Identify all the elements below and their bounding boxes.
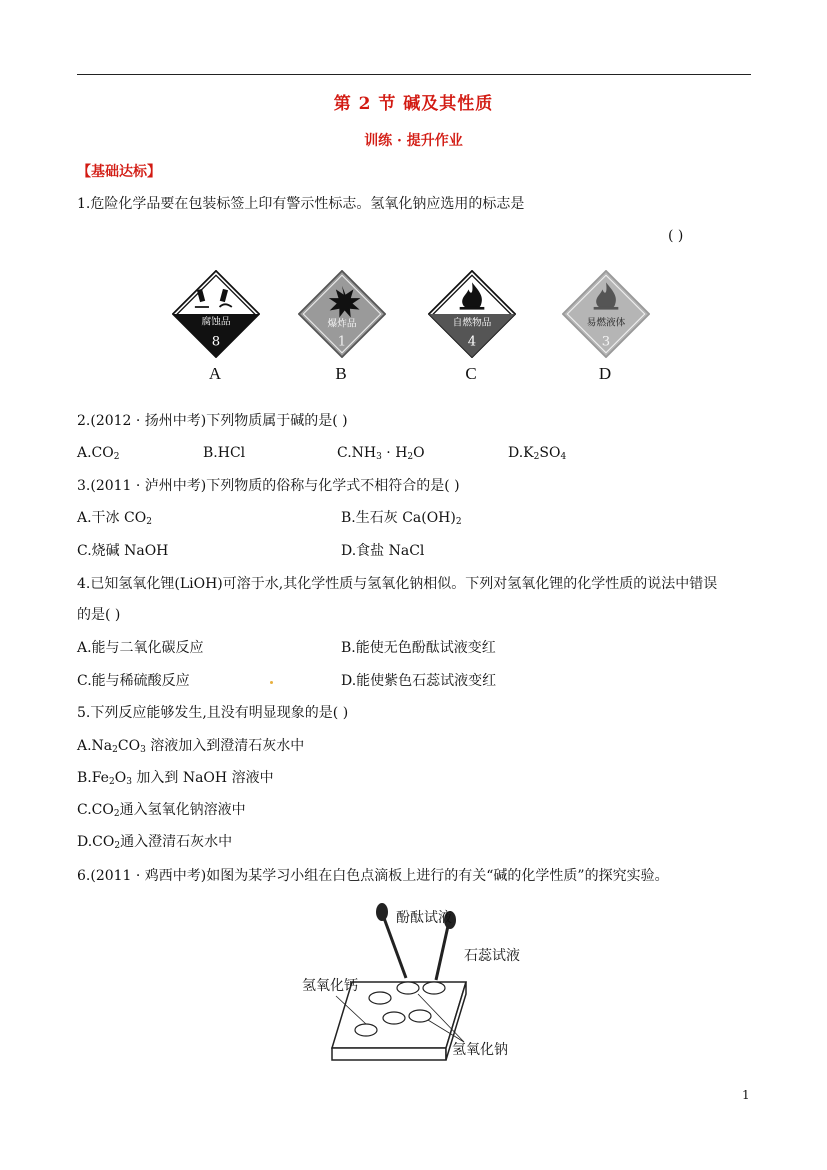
q5-option-b[interactable]: $B.Fe_2O_3$ 加入到 NaOH 溶液中	[77, 770, 274, 787]
q6-stem: 6.(2011 · 鸡西中考)如图为某学习小组在白色点滴板上进行的有关“碱的化学性质”的探究实验。	[77, 868, 669, 884]
svg-text:腐蚀品: 腐蚀品	[201, 316, 231, 328]
q4-option-b[interactable]: B.能使无色酚酞试液变红	[341, 640, 496, 656]
q2-option-a[interactable]: $A.CO_2$	[77, 445, 120, 462]
svg-text:3: 3	[601, 334, 611, 350]
q2-option-d[interactable]: $D.K_2SO_4$	[508, 445, 567, 462]
q5-option-a[interactable]: $A.Na_2CO_3$ 溶液加入到澄清石灰水中	[77, 738, 305, 755]
flame-icon	[562, 270, 650, 358]
sign-option-c[interactable]	[416, 262, 526, 387]
q5-stem: 5.下列反应能够发生,且没有明显现象的是( )	[77, 705, 349, 721]
q3-option-d[interactable]: D.食盐 NaCl	[341, 543, 425, 559]
corrosive-icon	[172, 270, 260, 358]
explosive-icon	[298, 270, 386, 358]
q5-option-c[interactable]: $C.CO_2$通入氢氧化钠溶液中	[77, 802, 246, 819]
svg-text:8: 8	[211, 334, 221, 350]
sign-option-label: A	[208, 364, 222, 383]
sign-option-a[interactable]	[160, 262, 270, 387]
label-sodium-hydroxide: 氢氧化钠	[452, 1042, 508, 1058]
sign-option-b[interactable]	[286, 262, 396, 387]
hazard-signs	[160, 262, 680, 392]
header-rule	[77, 74, 751, 75]
q4-option-c[interactable]: C.能与稀硫酸反应	[77, 673, 190, 689]
q3-option-b[interactable]: B.生石灰 $Ca(OH)_2$	[341, 510, 462, 527]
q1-stem: 1.危险化学品要在包装标签上印有警示性标志。氢氧化钠应选用的标志是	[77, 196, 525, 212]
svg-text:1: 1	[337, 334, 347, 350]
q3-stem: 3.(2011 · 泸州中考)下列物质的俗称与化学式不相符合的是( )	[77, 478, 460, 494]
sign-option-label: D	[598, 364, 612, 383]
svg-text:自燃物品: 自燃物品	[452, 317, 492, 329]
q4-stem: 4.已知氢氧化锂(LiOH)可溶于水,其化学性质与氢氧化钠相似。下列对氢氧化锂的化学性质的说法中错误	[77, 576, 718, 592]
q1-answer-paren: ( )	[668, 228, 684, 244]
q2-stem: 2.(2012 · 扬州中考)下列物质属于碱的是( )	[77, 413, 348, 429]
svg-text:爆炸品: 爆炸品	[327, 318, 357, 330]
q3-option-a[interactable]: A.干冰 $CO_2$	[77, 510, 152, 527]
label-phenolphthalein: 酚酞试液	[396, 910, 452, 926]
sign-option-label: B	[335, 364, 347, 383]
section-heading: 【基础达标】	[77, 164, 161, 180]
speck	[270, 681, 273, 684]
svg-text:4: 4	[467, 334, 477, 350]
page-title: 第 2 节 碱及其性质	[333, 94, 494, 114]
q2-option-b[interactable]: B.HCl	[203, 445, 246, 461]
page-subtitle: 训练 · 提升作业	[364, 133, 463, 149]
q4-option-a[interactable]: A.能与二氧化碳反应	[77, 640, 204, 656]
spot-plate-diagram	[296, 898, 536, 1068]
label-calcium-hydroxide: 氢氧化钙	[302, 978, 358, 994]
q2-option-c[interactable]: $C.NH_3 \cdot H_2O$	[337, 445, 425, 462]
q5-option-d[interactable]: $D.CO_2$通入澄清石灰水中	[77, 834, 233, 851]
q4-option-d[interactable]: D.能使紫色石蕊试液变红	[341, 673, 497, 689]
page-number: 1	[742, 1088, 750, 1102]
sign-option-d[interactable]	[550, 262, 660, 387]
flame-icon	[428, 270, 516, 358]
label-litmus: 石蕊试液	[464, 948, 520, 964]
q3-option-c[interactable]: C.烧碱 NaOH	[77, 543, 169, 559]
sign-option-label: C	[465, 364, 477, 383]
svg-text:易燃液体: 易燃液体	[586, 317, 626, 329]
q4-stem-continued: 的是( )	[77, 607, 121, 623]
